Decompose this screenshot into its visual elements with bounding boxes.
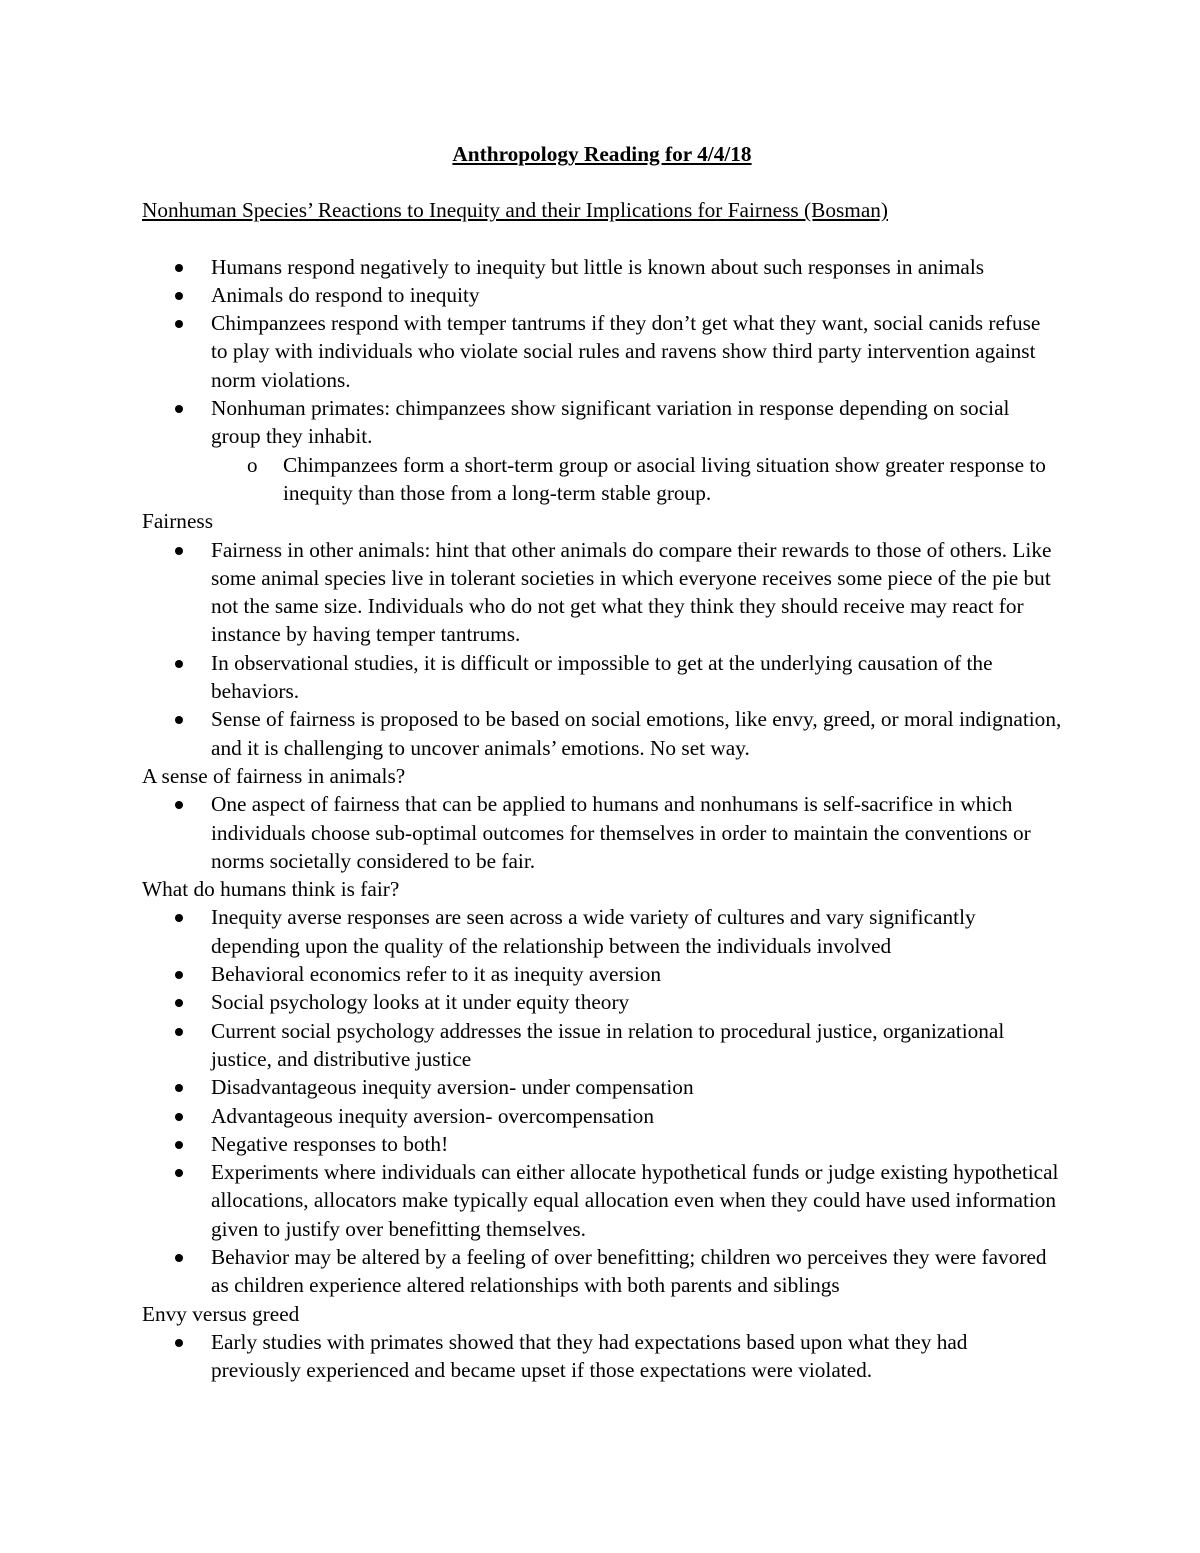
sub-list-item: o Chimpanzees form a short-term group or asocial living situation show greater response to inequity than those from a long-term stable group.: [247, 452, 1046, 505]
list-item: Experiments where individuals can either allocate hypothetical funds or judge existing hypothetical allocations, allocators make typically equal allocation even when they could have used information given to justify over benefitting themselves.: [142, 1158, 1062, 1243]
bullet-icon: [175, 999, 183, 1007]
list-item: Animals do respond to inequity: [142, 281, 1062, 309]
envy-list: [142, 1328, 1062, 1385]
bullet-icon: [175, 801, 183, 809]
list-item: One aspect of fairness that can be applied to humans and nonhumans is self-sacrifice in which individuals choose sub-optimal outcomes for themselves in order to maintain the conventions or norms societally considered to be fair.: [142, 790, 1062, 875]
list-item: Fairness in other animals: hint that other animals do compare their rewards to those of others. Like some animal species live in tolerant societies in which everyone receives some piece of the pie but not the same size. Individuals who do not get what they think they should receive may react for instance by having temper tantrums.: [142, 536, 1062, 649]
bullet-icon: [175, 320, 183, 328]
intro-sublist: [142, 451, 1062, 508]
bullet-icon: [175, 1339, 183, 1347]
hollow-bullet-icon: o: [247, 452, 258, 477]
list-item: Disadvantageous inequity aversion- under compensation: [142, 1073, 1062, 1101]
section-heading-sense: A sense of fairness in animals?: [142, 763, 406, 788]
bullet-icon: [175, 264, 183, 272]
list-item: Nonhuman primates: chimpanzees show significant variation in response depending on social group they inhabit.: [142, 394, 1062, 451]
section-heading-humans: What do humans think is fair?: [142, 877, 400, 902]
bullet-icon: [175, 1254, 183, 1262]
bullet-icon: [175, 660, 183, 668]
bullet-icon: [175, 1084, 183, 1092]
bullet-icon: [175, 292, 183, 300]
document-page: [142, 140, 1062, 1384]
list-item: Advantageous inequity aversion- overcompensation: [142, 1102, 1062, 1130]
sense-list: [142, 790, 1062, 875]
article-subtitle: Nonhuman Species’ Reactions to Inequity and their Implications for Fairness (Bosman): [142, 198, 889, 223]
intro-list: [142, 253, 1062, 451]
list-item: In observational studies, it is difficult or impossible to get at the underlying causation of the behaviors.: [142, 649, 1062, 706]
section-heading-envy: Envy versus greed: [142, 1301, 300, 1326]
humans-list: [142, 903, 1062, 1299]
bullet-icon: [175, 1113, 183, 1121]
list-item: Inequity averse responses are seen across a wide variety of cultures and vary significantly depending upon the quality of the relationship between the individuals involved: [142, 903, 1062, 960]
list-item: Chimpanzees respond with temper tantrums if they don’t get what they want, social canids refuse to play with individuals who violate social rules and ravens show third party intervention against norm violations.: [142, 309, 1062, 394]
bullet-icon: [175, 914, 183, 922]
bullet-icon: [175, 1169, 183, 1177]
bullet-icon: [175, 405, 183, 413]
bullet-icon: [175, 716, 183, 724]
list-item: Humans respond negatively to inequity but little is known about such responses in animals: [142, 253, 1062, 281]
list-item: Social psychology looks at it under equity theory: [142, 988, 1062, 1016]
list-item: Negative responses to both!: [142, 1130, 1062, 1158]
page-title: Anthropology Reading for 4/4/18: [452, 142, 752, 166]
list-item: Sense of fairness is proposed to be based on social emotions, like envy, greed, or moral indignation, and it is challenging to uncover animals’ emotions. No set way.: [142, 705, 1062, 762]
list-item: Early studies with primates showed that they had expectations based upon what they had previously experienced and became upset if those expectations were violated.: [142, 1328, 1062, 1385]
list-item: Behavior may be altered by a feeling of over benefitting; children wo perceives they were favored as children experience altered relationships with both parents and siblings: [142, 1243, 1062, 1300]
bullet-icon: [175, 547, 183, 555]
bullet-icon: [175, 1141, 183, 1149]
bullet-icon: [175, 1028, 183, 1036]
fairness-list: [142, 536, 1062, 762]
list-item: Current social psychology addresses the issue in relation to procedural justice, organizational justice, and distributive justice: [142, 1017, 1062, 1074]
section-heading-fairness: Fairness: [142, 509, 213, 534]
bullet-icon: [175, 971, 183, 979]
list-item: Behavioral economics refer to it as inequity aversion: [142, 960, 1062, 988]
